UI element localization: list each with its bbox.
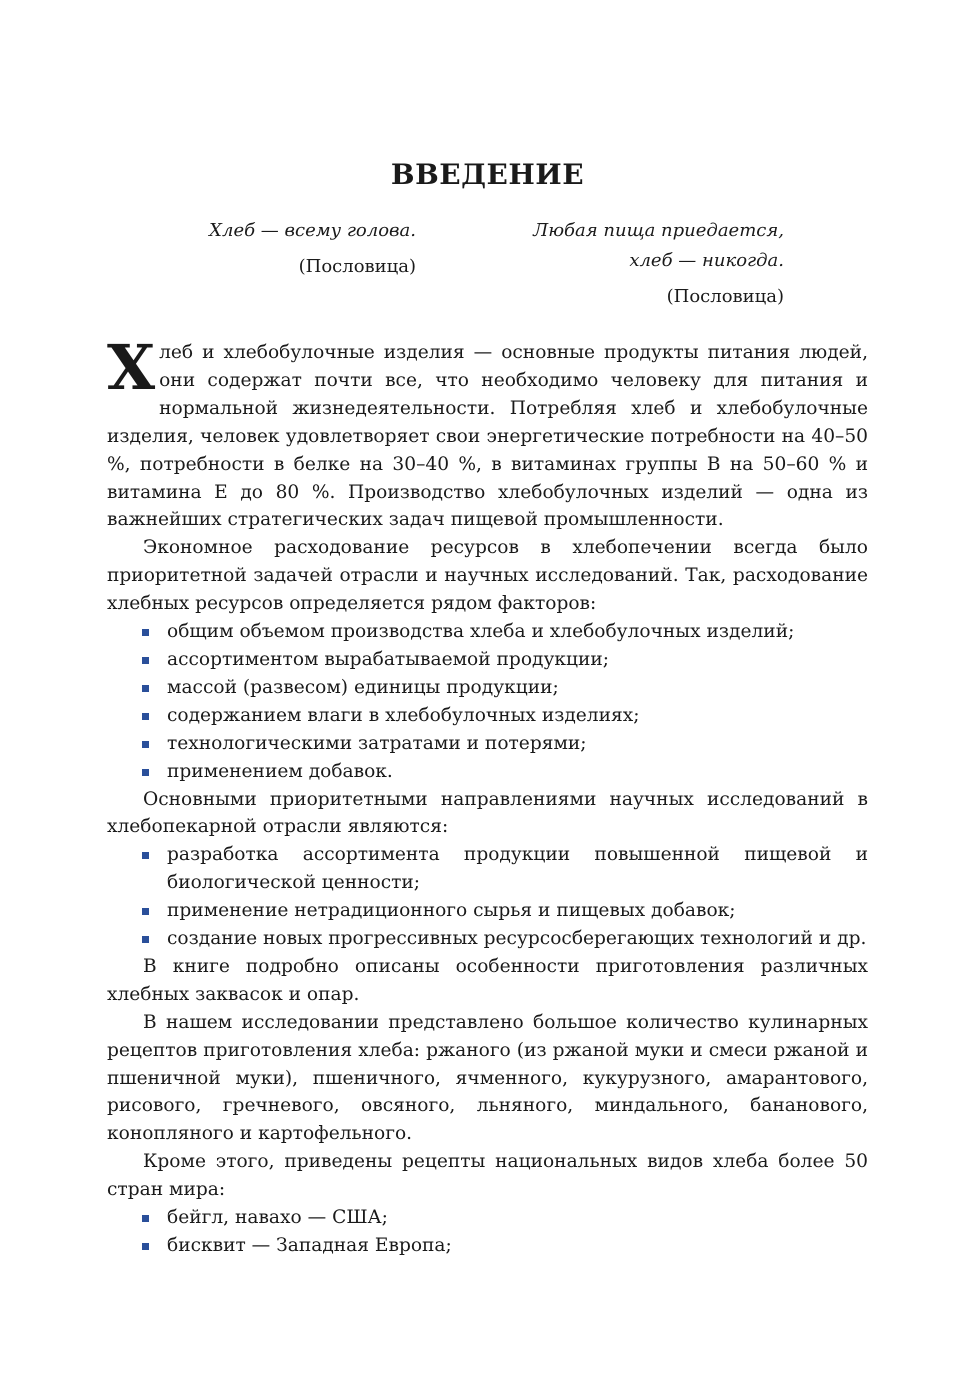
list-item: бисквит — Западная Европа; [167, 1232, 868, 1260]
epigraph-right [497, 216, 784, 312]
list-item: общим объемом производства хлеба и хлебобулочных изделий; [167, 618, 868, 646]
epigraph-source: (Пословица) [666, 286, 784, 307]
body-text [107, 331, 868, 1260]
countries-list [107, 1204, 868, 1260]
paragraph-research: В нашем исследовании представлено большое количество кулинарных рецептов приготовления хлеба: ржаного (из ржаной муки и смеси ржаной и пшеничной муки), пшеничного, ячменного, кукурузного, амарантового, рисового, гречневого, овсяного, льняного, миндального, бананового, конопляного и картофельного. [107, 1011, 868, 1145]
list-item: ассортиментом вырабатываемой продукции; [167, 646, 868, 674]
epigraph-quote-line-1: Любая пища приедается, [533, 220, 784, 241]
list-item: разработка ассортимента продукции повышенной пищевой и биологической ценности; [167, 841, 868, 897]
drop-cap: Х [107, 331, 156, 404]
epigraph-quote-line-2: хлеб — никогда. [629, 250, 784, 271]
list-item: содержанием влаги в хлебобулочных изделиях; [167, 702, 868, 730]
list-item: создание новых прогрессивных ресурсосберегающих технологий и др. [167, 925, 868, 953]
page-title: ВВЕДЕНИЕ [390, 158, 585, 191]
paragraph-directions: Основными приоритетными направлениями научных исследований в хлебопекарной отрасли являются: [107, 788, 868, 838]
paragraph-resources: Экономное расходование ресурсов в хлебопечении всегда было приоритетной задачей отрасли и научных исследований. Так, расходование хлебных ресурсов определяется рядом факторов: [107, 537, 868, 615]
paragraph-intro [107, 331, 868, 534]
factors-list [107, 618, 868, 785]
paragraph-national: Кроме этого, приведены рецепты национальных видов хлеба более 50 стран мира: [107, 1151, 868, 1201]
list-item: бейгл, навахо — США; [167, 1204, 868, 1232]
paragraph-book: В книге подробно описаны особенности приготовления различных хлебных заквасок и опар. [107, 955, 868, 1005]
epigraph-quote: Хлеб — всему голова. [209, 220, 416, 241]
paragraph-intro-text: леб и хлебобулочные изделия — основные продукты питания людей, они содержат почти все, что необходимо человеку для питания и нормальной жизнедеятельности. Потребляя хлеб и хлебобулочные изделия, человек удовлетворяет свои энергетические потребности на 40–50 %, потребности в белке на 30–40 %, в витаминах группы В на 50–60 % и витамина Е до 80 %. Производство хлебобулочных изделий — одна из важнейших стратегических задач пищевой промышленности. [107, 342, 868, 531]
list-item: технологическими затратами и потерями; [167, 730, 868, 758]
epigraph-left [107, 216, 416, 282]
epigraph-source: (Пословица) [298, 256, 416, 277]
list-item: применение нетрадиционного сырья и пищевых добавок; [167, 897, 868, 925]
directions-list [107, 841, 868, 953]
list-item: массой (развесом) единицы продукции; [167, 674, 868, 702]
list-item: применением добавок. [167, 758, 868, 786]
